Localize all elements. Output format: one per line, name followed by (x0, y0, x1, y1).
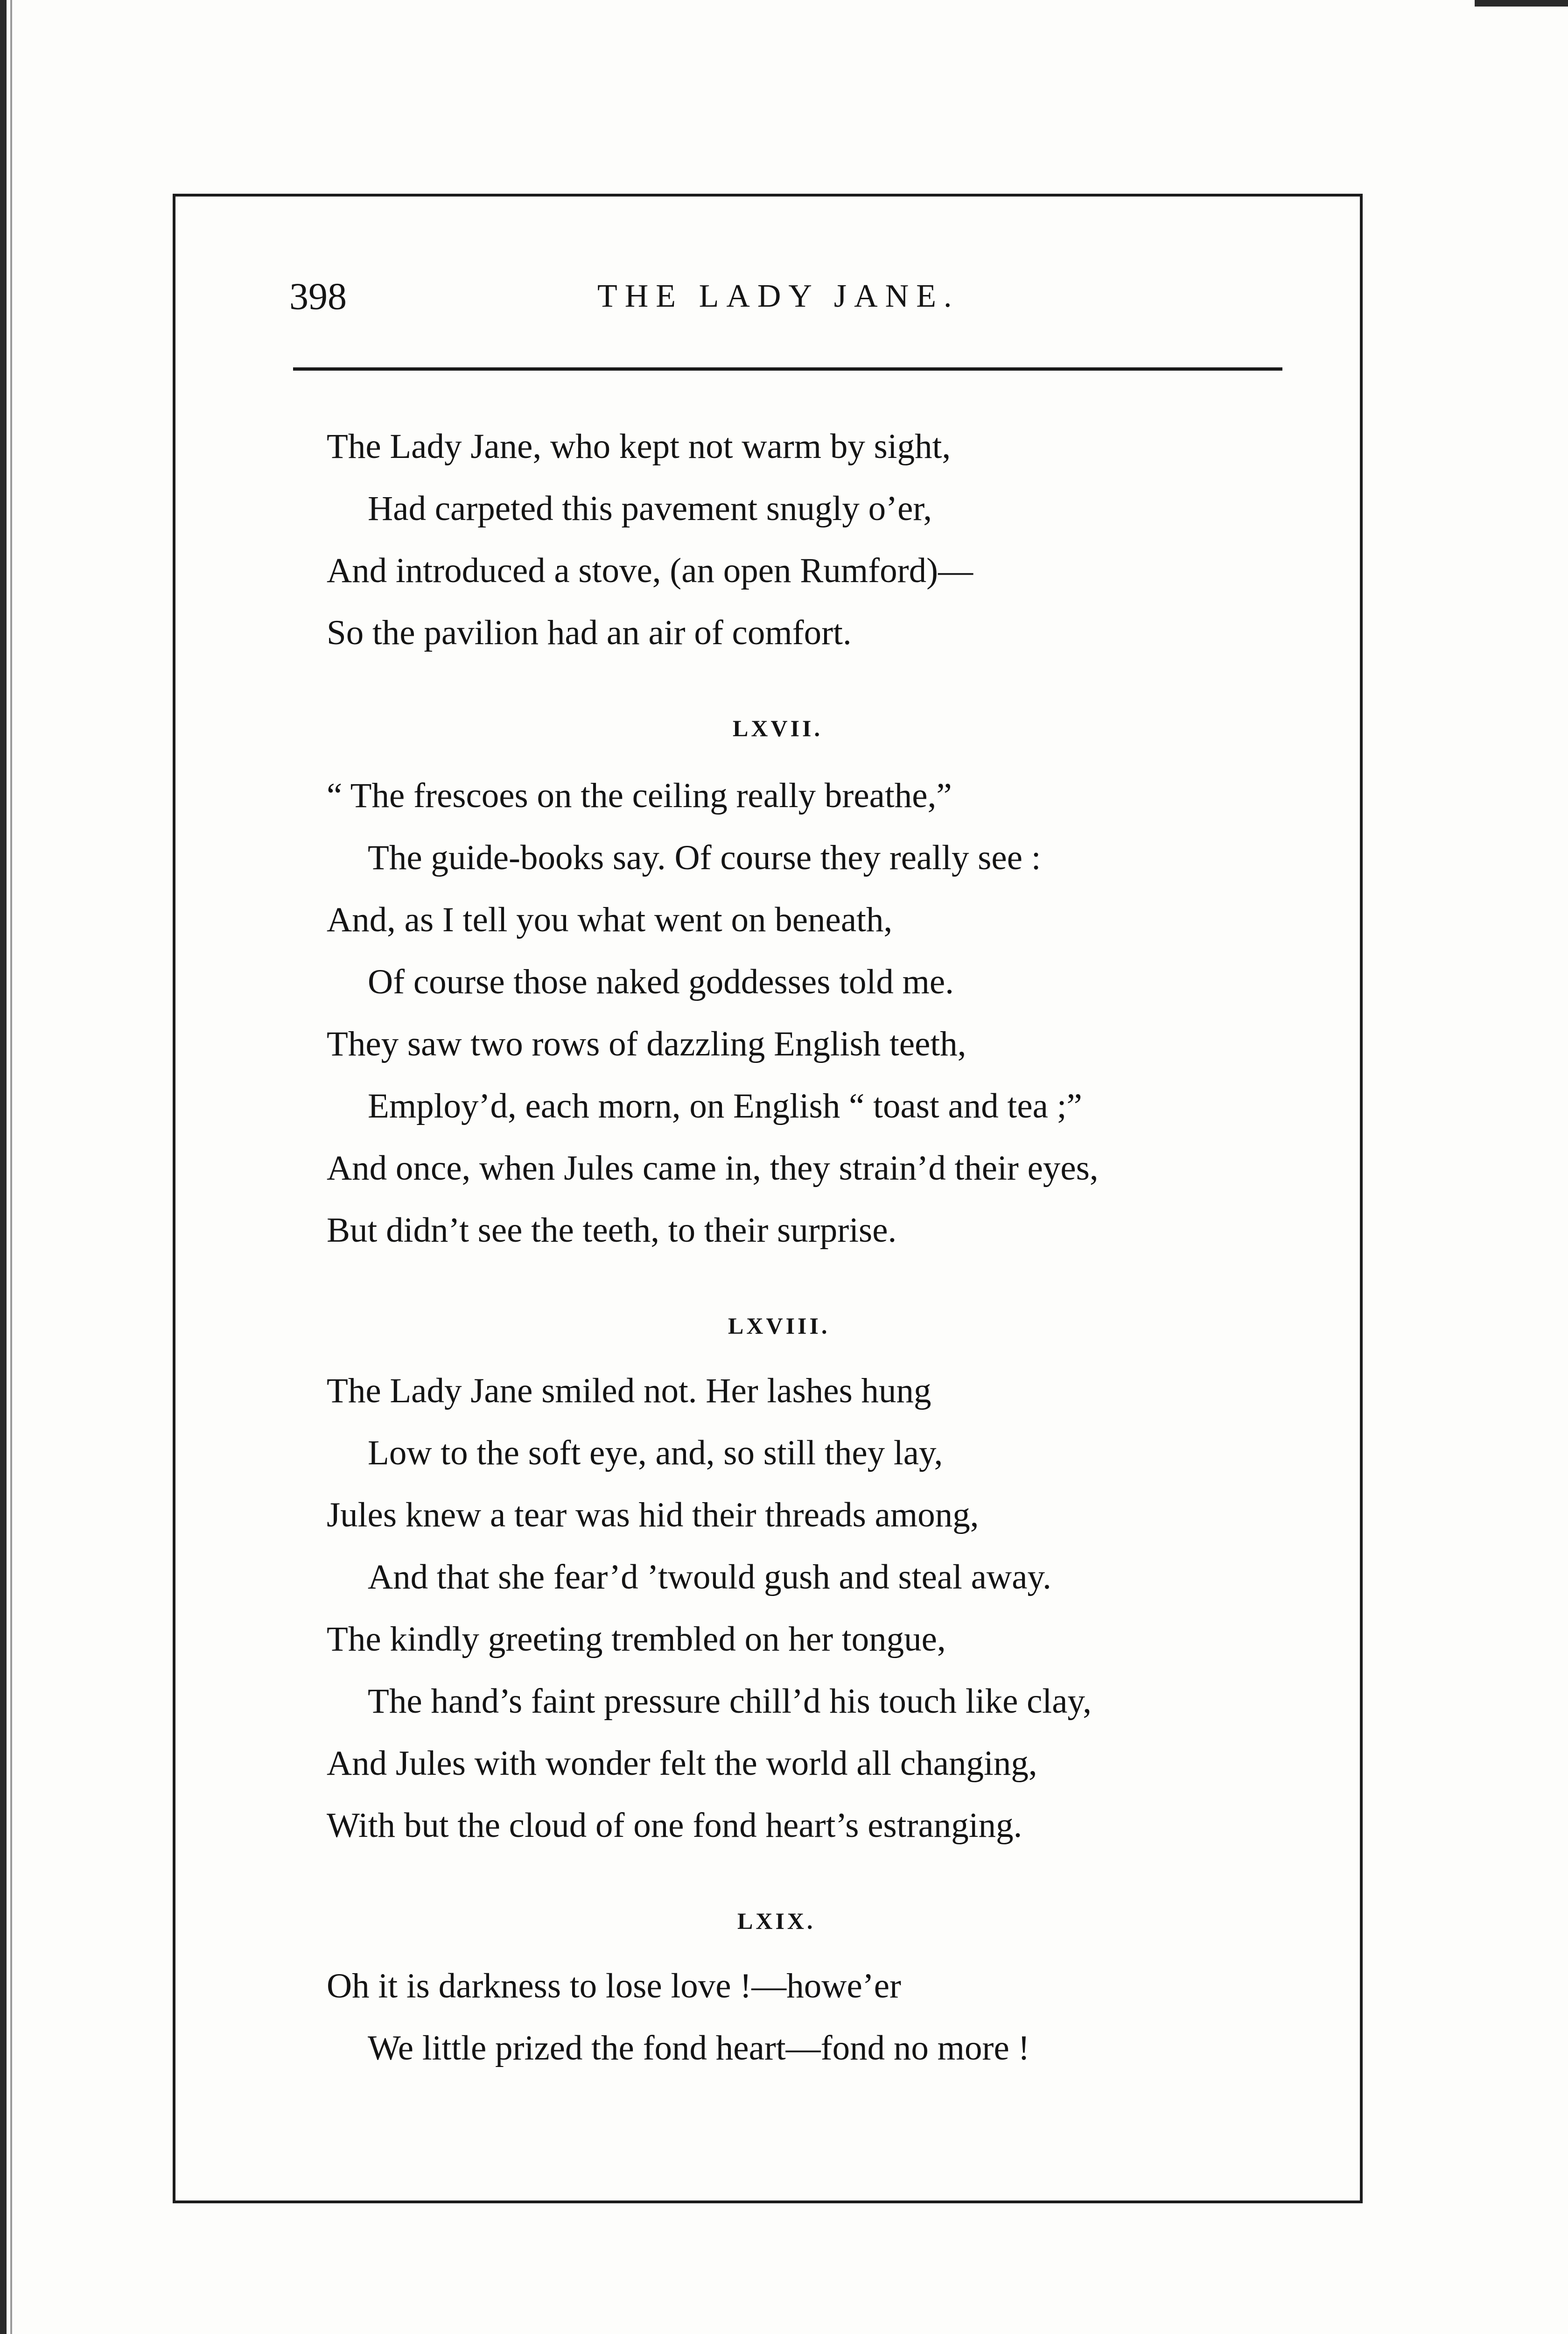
verse-line: Of course those naked goddesses told me. (368, 963, 954, 1001)
stanza-numeral: LXVII. (733, 715, 823, 741)
book-gutter-edge (0, 0, 7, 2334)
verse-line: They saw two rows of dazzling English teeth, (327, 1025, 966, 1063)
verse-line: Had carpeted this pavement snugly o’er, (368, 489, 932, 528)
running-title: THE LADY JANE. (597, 278, 959, 314)
verse-line: The guide-books say. Of course they really see : (368, 838, 1041, 877)
stanza-numeral: LXVIII. (728, 1313, 830, 1339)
running-head (289, 271, 1279, 336)
verse-line: The Lady Jane smiled not. Her lashes hung (327, 1371, 931, 1410)
book-gutter-line (10, 0, 12, 2334)
verse-line: And introduced a stove, (an open Rumford)— (327, 551, 973, 590)
verse-line: Low to the soft eye, and, so still they lay, (368, 1434, 943, 1472)
page-number: 398 (289, 275, 347, 317)
verse-line: So the pavilion had an air of comfort. (327, 613, 852, 652)
header-rule (293, 367, 1282, 371)
verse-line: But didn’t see the teeth, to their surprise. (327, 1211, 897, 1250)
verse-line: Jules knew a tear was hid their threads among, (327, 1496, 979, 1534)
verse-line: Employ’d, each morn, on English “ toast and tea ;” (368, 1087, 1082, 1125)
verse-line: And, as I tell you what went on beneath, (327, 900, 893, 939)
verse-line: And Jules with wonder felt the world all changing, (327, 1744, 1037, 1783)
verse-line: The Lady Jane, who kept not warm by sight, (327, 427, 951, 466)
verse-line: And once, when Jules came in, they strain’d their eyes, (327, 1149, 1099, 1188)
scan-smudge-top (1475, 0, 1568, 7)
verse-line: And that she fear’d ’twould gush and steal away. (368, 1558, 1051, 1596)
verse-line: The hand’s faint pressure chill’d his touch like clay, (368, 1682, 1092, 1721)
stanza-numeral: LXIX. (737, 1908, 816, 1934)
verse-line: With but the cloud of one fond heart’s estranging. (327, 1806, 1022, 1845)
verse-line: “ The frescoes on the ceiling really breathe,” (327, 776, 952, 815)
verse-line: The kindly greeting trembled on her tongue, (327, 1620, 946, 1659)
verse-line: We little prized the fond heart—fond no more ! (368, 2029, 1030, 2067)
verse-line: Oh it is darkness to lose love !—howe’er (327, 1967, 901, 2005)
